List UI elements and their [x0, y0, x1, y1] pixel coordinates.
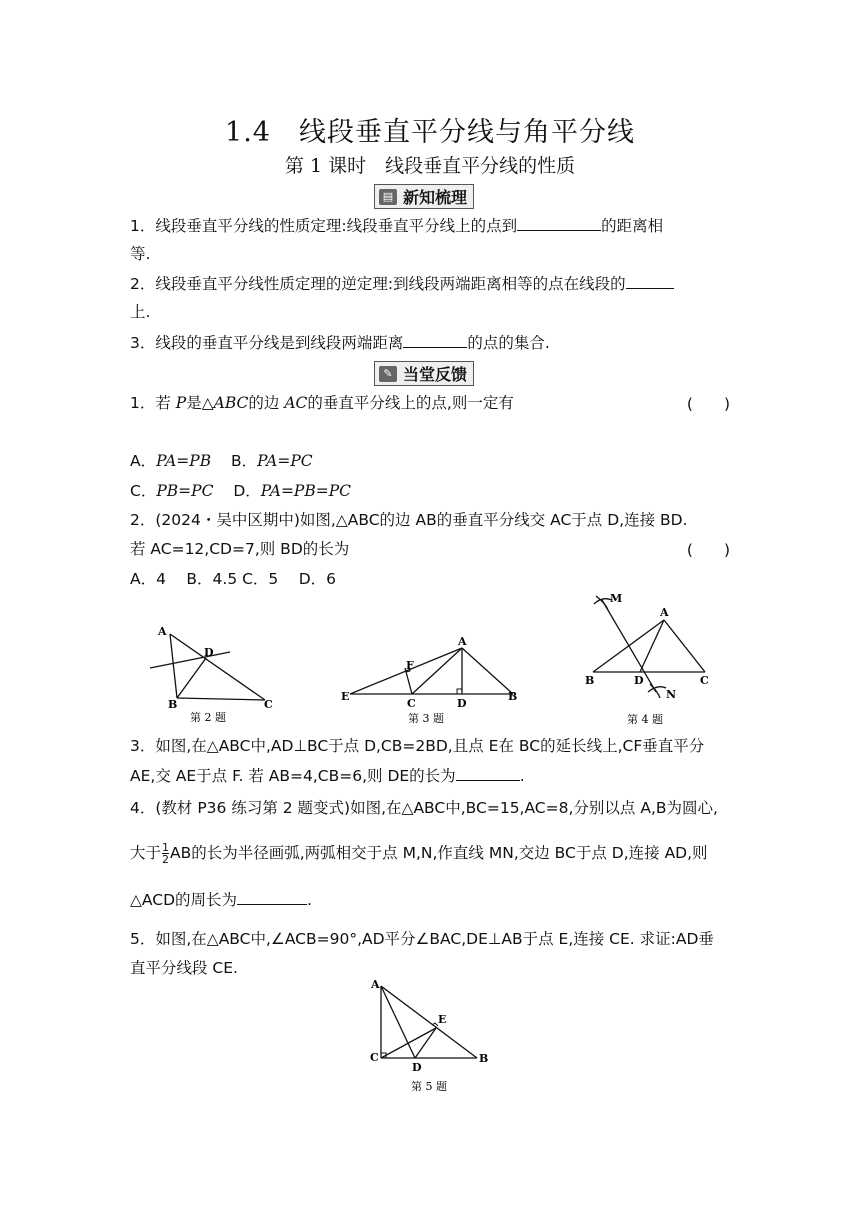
figure-q3	[338, 636, 523, 728]
option-a[interactable]: A．PA=PB	[130, 452, 212, 470]
figure-caption: 第 4 题	[627, 713, 663, 726]
pen-icon: ✎	[379, 366, 397, 382]
fig3-label: B	[508, 690, 518, 703]
book-icon: ▤	[379, 189, 397, 205]
q-text: AE,交 AE于点 F. 若 AB=4,CB=6,则 DE的长为	[130, 767, 456, 785]
q-var: ABC	[213, 394, 249, 412]
q-text: 大于	[130, 844, 162, 862]
q-text: △ACD的周长为	[130, 891, 238, 909]
answer-blank[interactable]	[626, 272, 674, 289]
question-5-line1: 5．如图,在△ABC中,∠ACB=90°,AD平分∠BAC,DE⊥AB于点 E,连接 CE. 求证:AD垂	[130, 930, 714, 948]
section-badge-feedback	[374, 361, 474, 386]
question-1	[130, 392, 730, 414]
section-badge-knowledge	[374, 184, 474, 209]
figure-q2	[140, 620, 290, 725]
fig5-label: C	[370, 1051, 379, 1064]
answer-blank[interactable]	[237, 888, 307, 905]
fig2-label: A	[158, 625, 167, 638]
fig2-label: C	[264, 698, 273, 711]
fig5-label: B	[479, 1052, 489, 1065]
answer-blank[interactable]	[403, 331, 467, 348]
q-text: AB的长为半径画弧,两弧相交于点 M,N,作直线 MN,交边 BC于点 D,连接 AD,则	[170, 844, 708, 862]
section-label: 新知梳理	[403, 188, 468, 207]
knowledge-item-3	[130, 331, 730, 354]
q1-options-row1	[130, 450, 730, 472]
question-3-line2	[130, 764, 730, 787]
fig4-label: A	[660, 606, 669, 619]
q-text: 是△	[186, 394, 214, 412]
figure-q5	[365, 978, 495, 1096]
knowledge-item-1-cont: 等.	[130, 245, 151, 263]
option-c[interactable]: C．PB=PC	[130, 482, 214, 500]
question-4-line2	[130, 842, 730, 865]
fig4-label: N	[666, 688, 677, 701]
page-title: 1.4 线段垂直平分线与角平分线	[225, 117, 635, 148]
answer-blank[interactable]	[517, 214, 601, 231]
fig5-label: D	[412, 1061, 422, 1074]
knowledge-text: 2．线段垂直平分线性质定理的逆定理:到线段两端距离相等的点在线段的	[130, 275, 626, 293]
section-label: 当堂反馈	[403, 365, 468, 384]
q1-options-row2	[130, 480, 730, 502]
question-2-line1: 2．(2024・吴中区期中)如图,△ABC的边 AB的垂直平分线交 AC于点 D,连接 BD.	[130, 511, 688, 529]
question-4-line1: 4．(教材 P36 练习第 2 题变式)如图,在△ABC中,BC=15,AC=8,分别以点 A,B为圆心,	[130, 799, 718, 817]
fig3-label: C	[407, 697, 416, 710]
q-text: 的垂直平分线上的点,则一定有	[307, 394, 514, 412]
q-var: AC	[284, 394, 308, 412]
fig5-label: E	[438, 1013, 447, 1026]
figure-caption: 第 2 题	[190, 711, 226, 724]
knowledge-text: 1．线段垂直平分线的性质定理:线段垂直平分线上的点到	[130, 217, 518, 235]
fraction-half: $\frac{1}{2}$	[162, 841, 170, 866]
knowledge-item-1	[130, 214, 730, 237]
answer-blank[interactable]	[456, 764, 520, 781]
option-d[interactable]: D．PA=PB=PC	[233, 482, 352, 500]
q-var: P	[175, 394, 187, 412]
knowledge-item-2-cont: 上.	[130, 303, 151, 321]
q-text: 1．若	[130, 394, 176, 412]
question-2-options[interactable]: A．4 B．4.5 C．5 D．6	[130, 570, 337, 588]
knowledge-text: 的距离相	[601, 217, 664, 235]
fig4-label: C	[700, 674, 709, 687]
fig5-label: A	[371, 978, 380, 991]
fig3-label: A	[458, 636, 467, 648]
question-3-line1: 3．如图,在△ABC中,AD⊥BC于点 D,CB=2BD,且点 E在 BC的延长线上,CF垂直平分	[130, 737, 705, 755]
fig2-label: B	[168, 698, 178, 711]
q-text: .	[307, 891, 312, 909]
figure-q4	[580, 588, 720, 728]
knowledge-text: 的点的集合.	[467, 334, 550, 352]
figure-caption: 第 3 题	[408, 712, 444, 725]
q-text: .	[519, 767, 525, 785]
page-subtitle: 第 1 课时 线段垂直平分线的性质	[284, 155, 576, 177]
answer-paren-q1[interactable]: ( )	[686, 395, 730, 413]
fig3-label: E	[341, 690, 350, 703]
fig4-label: M	[610, 592, 623, 605]
question-2-line2: 若 AC=12,CD=7,则 BD的长为	[130, 540, 350, 558]
fig4-label: B	[585, 674, 595, 687]
answer-paren-q2[interactable]: ( )	[686, 541, 730, 559]
question-4-line3	[130, 888, 730, 911]
q-text: 的边	[248, 394, 285, 412]
figure-caption: 第 5 题	[411, 1080, 447, 1093]
fig4-label: D	[634, 674, 644, 687]
fig3-label: F	[406, 659, 414, 672]
fig3-label: D	[457, 697, 467, 710]
knowledge-item-2	[130, 272, 730, 295]
question-5-line2: 直平分线段 CE.	[130, 959, 238, 977]
option-b[interactable]: B．PA=PC	[231, 452, 313, 470]
fig2-label: D	[204, 646, 214, 659]
knowledge-text: 3．线段的垂直平分线是到线段两端距离	[130, 334, 404, 352]
